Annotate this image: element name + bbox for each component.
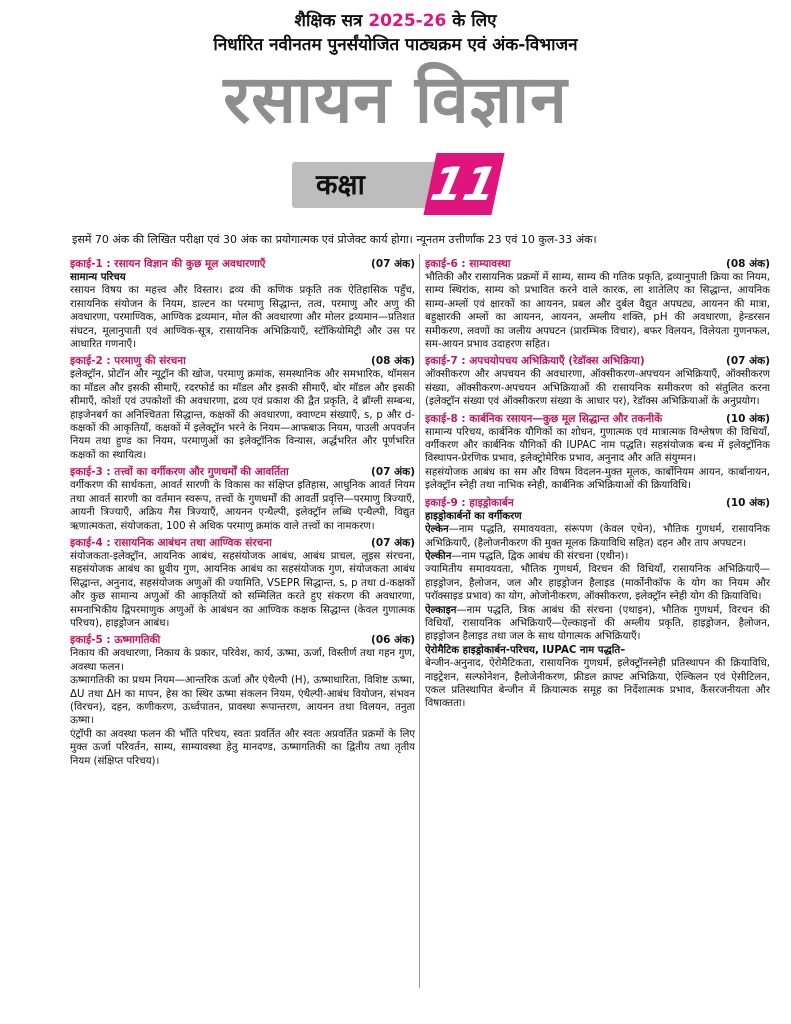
unit-marks: (10 अंक) [726,496,770,509]
unit-marks: (07 अंक) [726,355,770,368]
unit-body: इलेक्ट्रॉन, प्रोटॉन और न्यूट्रॉन की खोज, परमाणु क्रमांक, समस्थानिक और समभारिक, थॉमसन का मॉडल और इसकी सीमाएँ, रदरफोर्ड का मॉडल और इसकी सीमाएँ, बोर मॉडल और इसकी सीमाएँ, कोशों एवं उपकोशों की अवधारणा, द्रव्य एवं प्रकाश की द्वैत प्रकृति, दे ब्रॉग्ली सम्बन्ध, हाइजेनबर्ग का अनिश्चितता सिद्धान्त, कक्षकों की अवधारणा, क्वाण्टम संख्याएँ, s, p और d-कक्षकों की आकृतियाँ, कक्षकों में इलेक्ट्रॉन भरने के नियम—आफबाऊ नियम, पाउली अपवर्जन नियम तथा हुण्ड का नियम, परमाणुओं का इलेक्ट्रॉनिक विन्यास, अर्द्धभरित और पूर्णभरित कक्षकों का स्थायित्व। [70,369,415,461]
alkyne-label: ऐल्काइन [425,604,457,616]
unit-title: इकाई-2 : परमाणु की संरचना [70,355,186,368]
unit-1-header [70,257,415,271]
aromatic-text: बेन्जीन-अनुनाद, ऐरोमैटिकता, रासायनिक गुणधर्म, इलेक्ट्रॉनस्नेही प्रतिस्थापन की क्रियाविधि, नाइट्रेशन, सल्फोनेशन, हैलोजेनीकरण, फ्रीडल क्राफ्ट अभिक्रिया, ऐल्किलन एवं ऐसीटिलन, एकल प्रतिस्थापित बेन्जीन में क्रियात्मक समूह का निर्देशात्मक प्रभाव, कैंसरजनीयता और विषाक्तता। [425,658,770,710]
unit-marks: (07 अंक) [371,536,415,549]
right-column [425,254,770,964]
session-year: 2025-26 [368,11,447,31]
unit-title: इकाई-7 : अपचयोपचय अभिक्रियाएँ (रेडॉक्स अभिक्रिया) [425,355,645,368]
alkane-para [425,523,770,550]
class-label: कक्षा [316,168,365,201]
unit-4-header [70,536,415,550]
alkene-text: —नाम पद्धति, द्विक आबंध की संरचना (एथीन)। [451,550,629,562]
unit-body: ऊष्मागतिकी का प्रथम नियम—आन्तरिक ऊर्जा और एंथैल्पी (H), ऊष्माधारिता, विशिष्ट ऊष्मा, ΔU तथा ΔH का मापन, हेस का स्थिर ऊष्मा संकलन नियम, एंथैल्पी-आबंध वियोजन, संभवन (विरचन), दहन, कणीकरण, ऊर्ध्वपातन, प्रावस्था रूपान्तरण, आयनन तथा विलयन, तनुता ऊष्मा। [70,675,415,727]
unit-subheading: सामान्य परिचय [70,272,126,283]
unit-title: इकाई-6 : साम्यावस्था [425,258,511,270]
unit-2-header [70,354,415,368]
session-heading [0,10,791,32]
unit-body: एंट्रॉपी का अवस्था फलन की भाँति परिचय, स्वतः प्रवर्तित और स्वतः अप्रवर्तित प्रक्रमों के लिए मुक्त ऊर्जा परिवर्तन, साम्य, साम्यावस्था हेतु मानदण्ड, ऊष्मागतिकी का द्वितीय तथा तृतीय नियम (संक्षिप्त परिचय)। [70,728,415,767]
unit-marks: (08 अंक) [371,355,415,368]
unit-marks: (08 अंक) [726,258,770,270]
subject-title: रसायन विज्ञान [223,61,568,138]
session-suffix: के लिए [446,11,497,31]
unit-body: वर्गीकरण की सार्थकता, आवर्त सारणी के विकास का संक्षिप्त इतिहास, आधुनिक आवर्त नियम तथा आवर्त सारणी का वर्तमान स्वरूप, तत्त्वों के गुणधर्मों की आवर्ती प्रवृत्ति—परमाणु त्रिज्याएँ, आयनी त्रिज्याएँ, अक्रिय गैस त्रिज्याएँ, आयनन एन्थैल्पी, इलेक्ट्रॉन लब्धि एन्थैल्पी, विद्युत ऋणात्मकता, संयोजकता, 100 से अधिक परमाणु क्रमांक वाले तत्त्वों का नामकरण। [70,480,415,532]
unit-body: निकाय की अवधारणा, निकाय के प्रकार, परिवेश, कार्य, ऊष्मा, ऊर्जा, विस्तीर्ण तथा गहन गुण, अवस्था फलन। [70,648,415,673]
unit-body: सहसंयोजक आबंध का सम और विषम विदलन-मुक्त मूलक, कार्बोनियम आयन, कार्बानायन, इलेक्ट्रॉन स्नेही तथा नाभिक स्नेही, कार्बनिक अभिक्रियाओं की क्रियाविधि। [425,466,770,492]
class-number: 11 [423,153,504,215]
unit-body: रसायन विषय का महत्त्व और विस्तार। द्रव्य की कणिक प्रकृति तक ऐतिहासिक पहुँच, रासायनिक संयोजन के नियम, डाल्टन का परमाणु सिद्धान्त, तत्व, परमाणु और अणु की अवधारणा, परमाण्विक, आण्विक द्रव्यमान, मोल की अवधारणा और मोलर द्रव्यमान—प्रतिशत संघटन, मूलानुपाती एवं आण्विक-सूत्र, रासायनिक अभिक्रियाएँ, स्टॉकियोमिट्री और उस पर आधारित गणनाएँ। [70,285,415,351]
alkene-detail: ज्यामितीय समावयवता, भौतिक गुणधर्म, विरचन की विधियाँ, रासायनिक अभिक्रियाएँ—हाइड्रोजन, हैलोजन, जल और हाइड्रोजन हैलाइड (मार्कोनीकॉफ के योग का नियम और परॉक्साइड प्रभाव) का योग, ओजोनीकरण, ऑक्सीकरण, इलेक्ट्रॉन स्नेही योग की क्रियाविधि। [425,564,770,603]
alkane-text: —नाम पद्धति, समावयवता, संरूपण (केवल एथेन), भौतिक गुणधर्म, रासायनिक अभिक्रियाएँ, (हैलोजनीकरण की मुक्त मूलक क्रियाविधि सहित) दहन और ताप अपघटन। [425,524,770,549]
unit-body: भौतिकी और रासायनिक प्रक्रमों में साम्य, साम्य की गतिक प्रकृति, द्रव्यानुपाती क्रिया का नियम, साम्य स्थिरांक, साम्य को प्रभावित करने वाले कारक, ला शातेलिए का सिद्धान्त, आयनिक साम्य-अम्लों एवं क्षारकों का आयनन, प्रबल और दुर्बल वैद्युत अपघट्य, आयनन की मात्रा, बहुक्षारकी अम्लों का आयनन, आयनन, अम्लीय शक्ति, pH की अवधारणा, हेन्डरसन समीकरण, लवणों का जलीय अपघटन (प्रारम्भिक विचार), बफर विलयन, विलेयता गुणनफल, सम-आयन प्रभाव उदाहरण सहित। [425,272,770,351]
unit-marks: (10 अंक) [726,412,770,425]
unit-8-header [425,412,770,426]
unit-title: इकाई-1 : रसायन विज्ञान की कुछ मूल अवधारणाएँ [70,258,266,270]
unit-7-header [425,354,770,368]
unit-marks: (07 अंक) [371,466,415,479]
session-prefix: शैक्षिक सत्र [294,11,369,31]
exam-intro: इसमें 70 अंक की लिखित परीक्षा एवं 30 अंक का प्रयोगात्मक एवं प्रोजेक्ट कार्य होगा। न्यूनतम उत्तीर्णांक 23 एवं 10 कुल-33 अंक। [72,233,597,246]
unit-9-header [425,496,770,510]
column-divider [419,254,420,988]
alkane-label: ऐल्केन [425,524,449,536]
unit-body: सामान्य परिचय, कार्बनिक यौगिकों का शोधन, गुणात्मक एवं मात्रात्मक विश्लेषण की विधियाँ, वर्गीकरण और कार्बनिक यौगिकों की IUPAC नाम पद्धति। सहसंयोजक बन्ध में इलेक्ट्रॉनिक विस्थापन-प्रेरणिक प्रभाव, इलेक्ट्रोमेरिक प्रभाव, अनुनाद और अति संयुग्मन। [425,426,770,465]
unit-3-header [70,465,415,479]
unit-title: इकाई-5 : ऊष्मागतिकी [70,634,161,647]
unit-title: इकाई-3 : तत्त्वों का वर्गीकरण और गुणधर्मों की आवर्तिता [70,466,289,479]
syllabus-heading: निर्धारित नवीनतम पुनर्संयोजित पाठ्यक्रम एवं अंक-विभाजन [213,35,578,55]
alkyne-text: —नाम पद्धति, त्रिक आबंध की संरचना (एथाइन), भौतिक गुणधर्म, विरचन की विधियाँ, रासायनिक अभिक्रियाएँ—ऐल्काइनों की अम्लीय प्रकृति, हाइड्रोजन, हैलोजन, हाइड्रोजन हैलाइड तथा जल के साथ योगात्मक अभिक्रियाएँ। [425,604,770,643]
unit-marks: (06 अंक) [371,634,415,647]
alkene-label: ऐल्कीन [425,550,452,562]
unit-title: इकाई-9 : हाइड्रोकार्बन [425,496,514,509]
unit-title: इकाई-8 : कार्बनिक रसायन—कुछ मूल सिद्धान्त और तकनीकें [425,412,663,425]
unit-body: ऑक्सीकरण और अपचयन की अवधारणा, ऑक्सीकरण-अपचयन अभिक्रियाएँ, ऑक्सीकरण संख्या, ऑक्सीकरण-अपचयन अभिक्रियाओं की रासायनिक समीकरण को संतुलित करना (इलेक्ट्रॉन संख्या एवं ऑक्सीकरण संख्या के आधार पर), रेडॉक्स अभिक्रियाओं के अनुप्रयोग। [425,369,770,408]
unit-body: संयोजकता-इलेक्ट्रॉन, आयनिक आबंध, सहसंयोजक आबंध, आबंध प्राचल, लूइस संरचना, सहसंयोजक आबंध का ध्रुवीय गुण, आयनिक आबंध का सहसंयोजक गुण, संयोजकता आबंध सिद्धान्त, अनुनाद, सहसंयोजक अणुओं की ज्यामिति, VSEPR सिद्धान्त, s, p तथा d-कक्षकों और कुछ सामान्य अणुओं की आकृतियों को सम्मिलित करते हुए संकरण की अवधारणा, समनाभिकीय द्विपरमाणुक अणुओं के आबंधन का आण्विक कक्षक सिद्धान्त (केवल गुणात्मक परिचय), हाइड्रोजन आबंध। [70,550,415,629]
unit-marks: (07 अंक) [371,258,415,270]
alkyne-para [425,604,770,644]
unit-6-header [425,257,770,271]
unit-subheading: हाइड्रोकार्बनों का वर्गीकरण [425,510,522,522]
alkene-para [425,550,770,563]
aromatic-heading: ऐरोमैटिक हाइड्रोकार्बन-परिचय, IUPAC नाम पद्धति– [425,644,626,656]
unit-title: इकाई-4 : रासायनिक आबंधन तथा आण्विक संरचना [70,536,272,549]
unit-5-header [70,633,415,647]
left-column [70,254,415,1010]
